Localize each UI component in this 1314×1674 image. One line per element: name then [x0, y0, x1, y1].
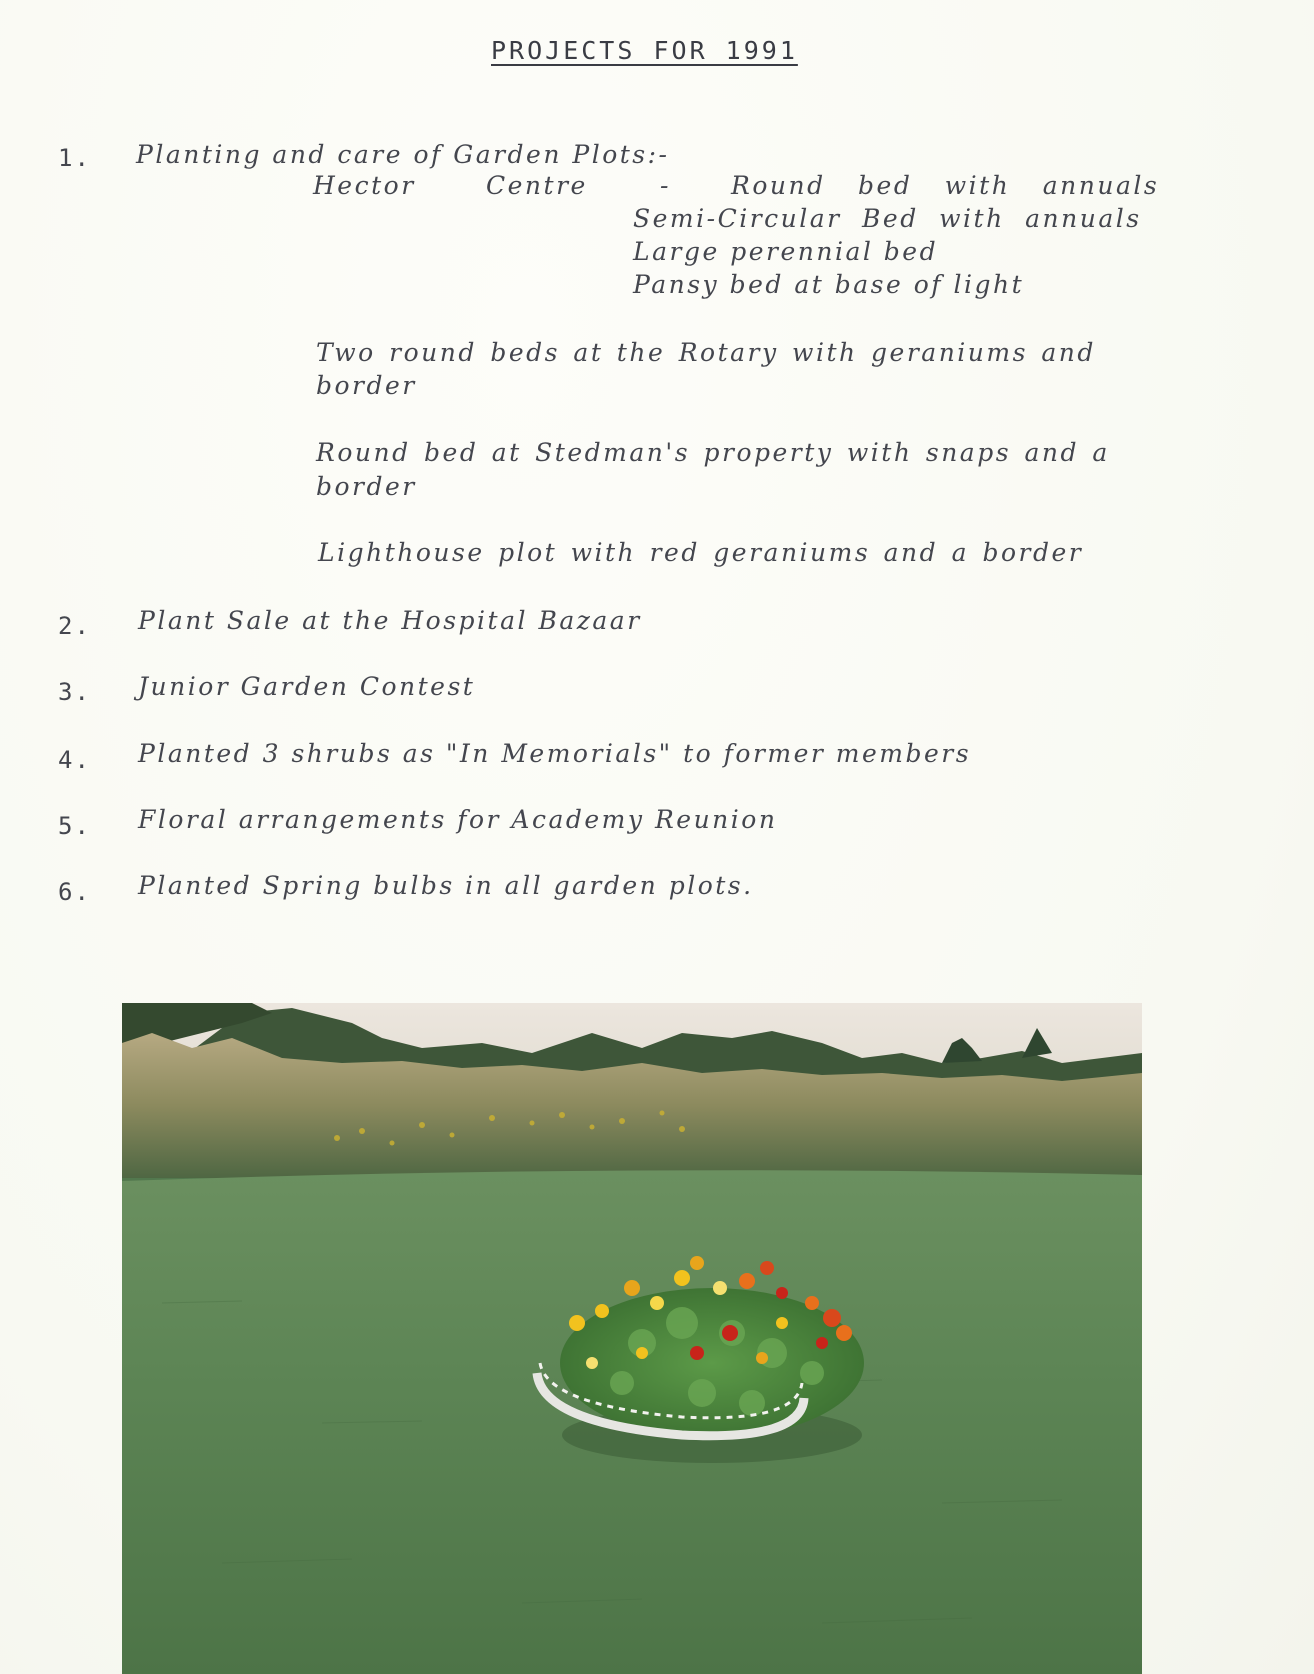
rotary-line-1: Two round beds at the Rotary with geraniums and: [316, 338, 1096, 367]
hector-bed-pansy: Pansy bed at base of light: [633, 270, 1025, 299]
stedman-line-2: border: [316, 472, 417, 501]
hector-centre: Centre: [486, 171, 588, 200]
item-text: Planted 3 shrubs as "In Memorials" to former members: [138, 739, 972, 768]
lighthouse-line: Lighthouse plot with red geraniums and a border: [318, 538, 1084, 567]
item-number: 4.: [58, 746, 91, 774]
hector-bed-perennial: Large perennial bed: [633, 237, 939, 266]
item-number: 2.: [58, 612, 91, 640]
item-number: 1.: [58, 144, 91, 172]
rotary-line-2: border: [316, 371, 417, 400]
hector-bed-semicircular: Semi-Circular Bed with annuals: [633, 204, 1142, 233]
item-text: Junior Garden Contest: [138, 672, 476, 701]
hector-label: Hector: [313, 171, 416, 200]
item-number: 3.: [58, 678, 91, 706]
item-number: 5.: [58, 812, 91, 840]
item-heading: Planting and care of Garden Plots:-: [136, 140, 670, 169]
item-number: 6.: [58, 878, 91, 906]
item-text: Plant Sale at the Hospital Bazaar: [138, 606, 642, 635]
stedman-line-1: Round bed at Stedman's property with snaps and a: [316, 438, 1110, 467]
garden-photo: [122, 1003, 1142, 1674]
item-text: Planted Spring bulbs in all garden plots.: [138, 871, 754, 900]
garden-photo-illustration: [122, 1003, 1142, 1674]
hector-dash: -: [660, 171, 671, 200]
page-title: PROJECTS FOR 1991: [491, 36, 798, 65]
hector-bed-round: Round bed with annuals: [731, 171, 1160, 200]
item-text: Floral arrangements for Academy Reunion: [138, 805, 778, 834]
